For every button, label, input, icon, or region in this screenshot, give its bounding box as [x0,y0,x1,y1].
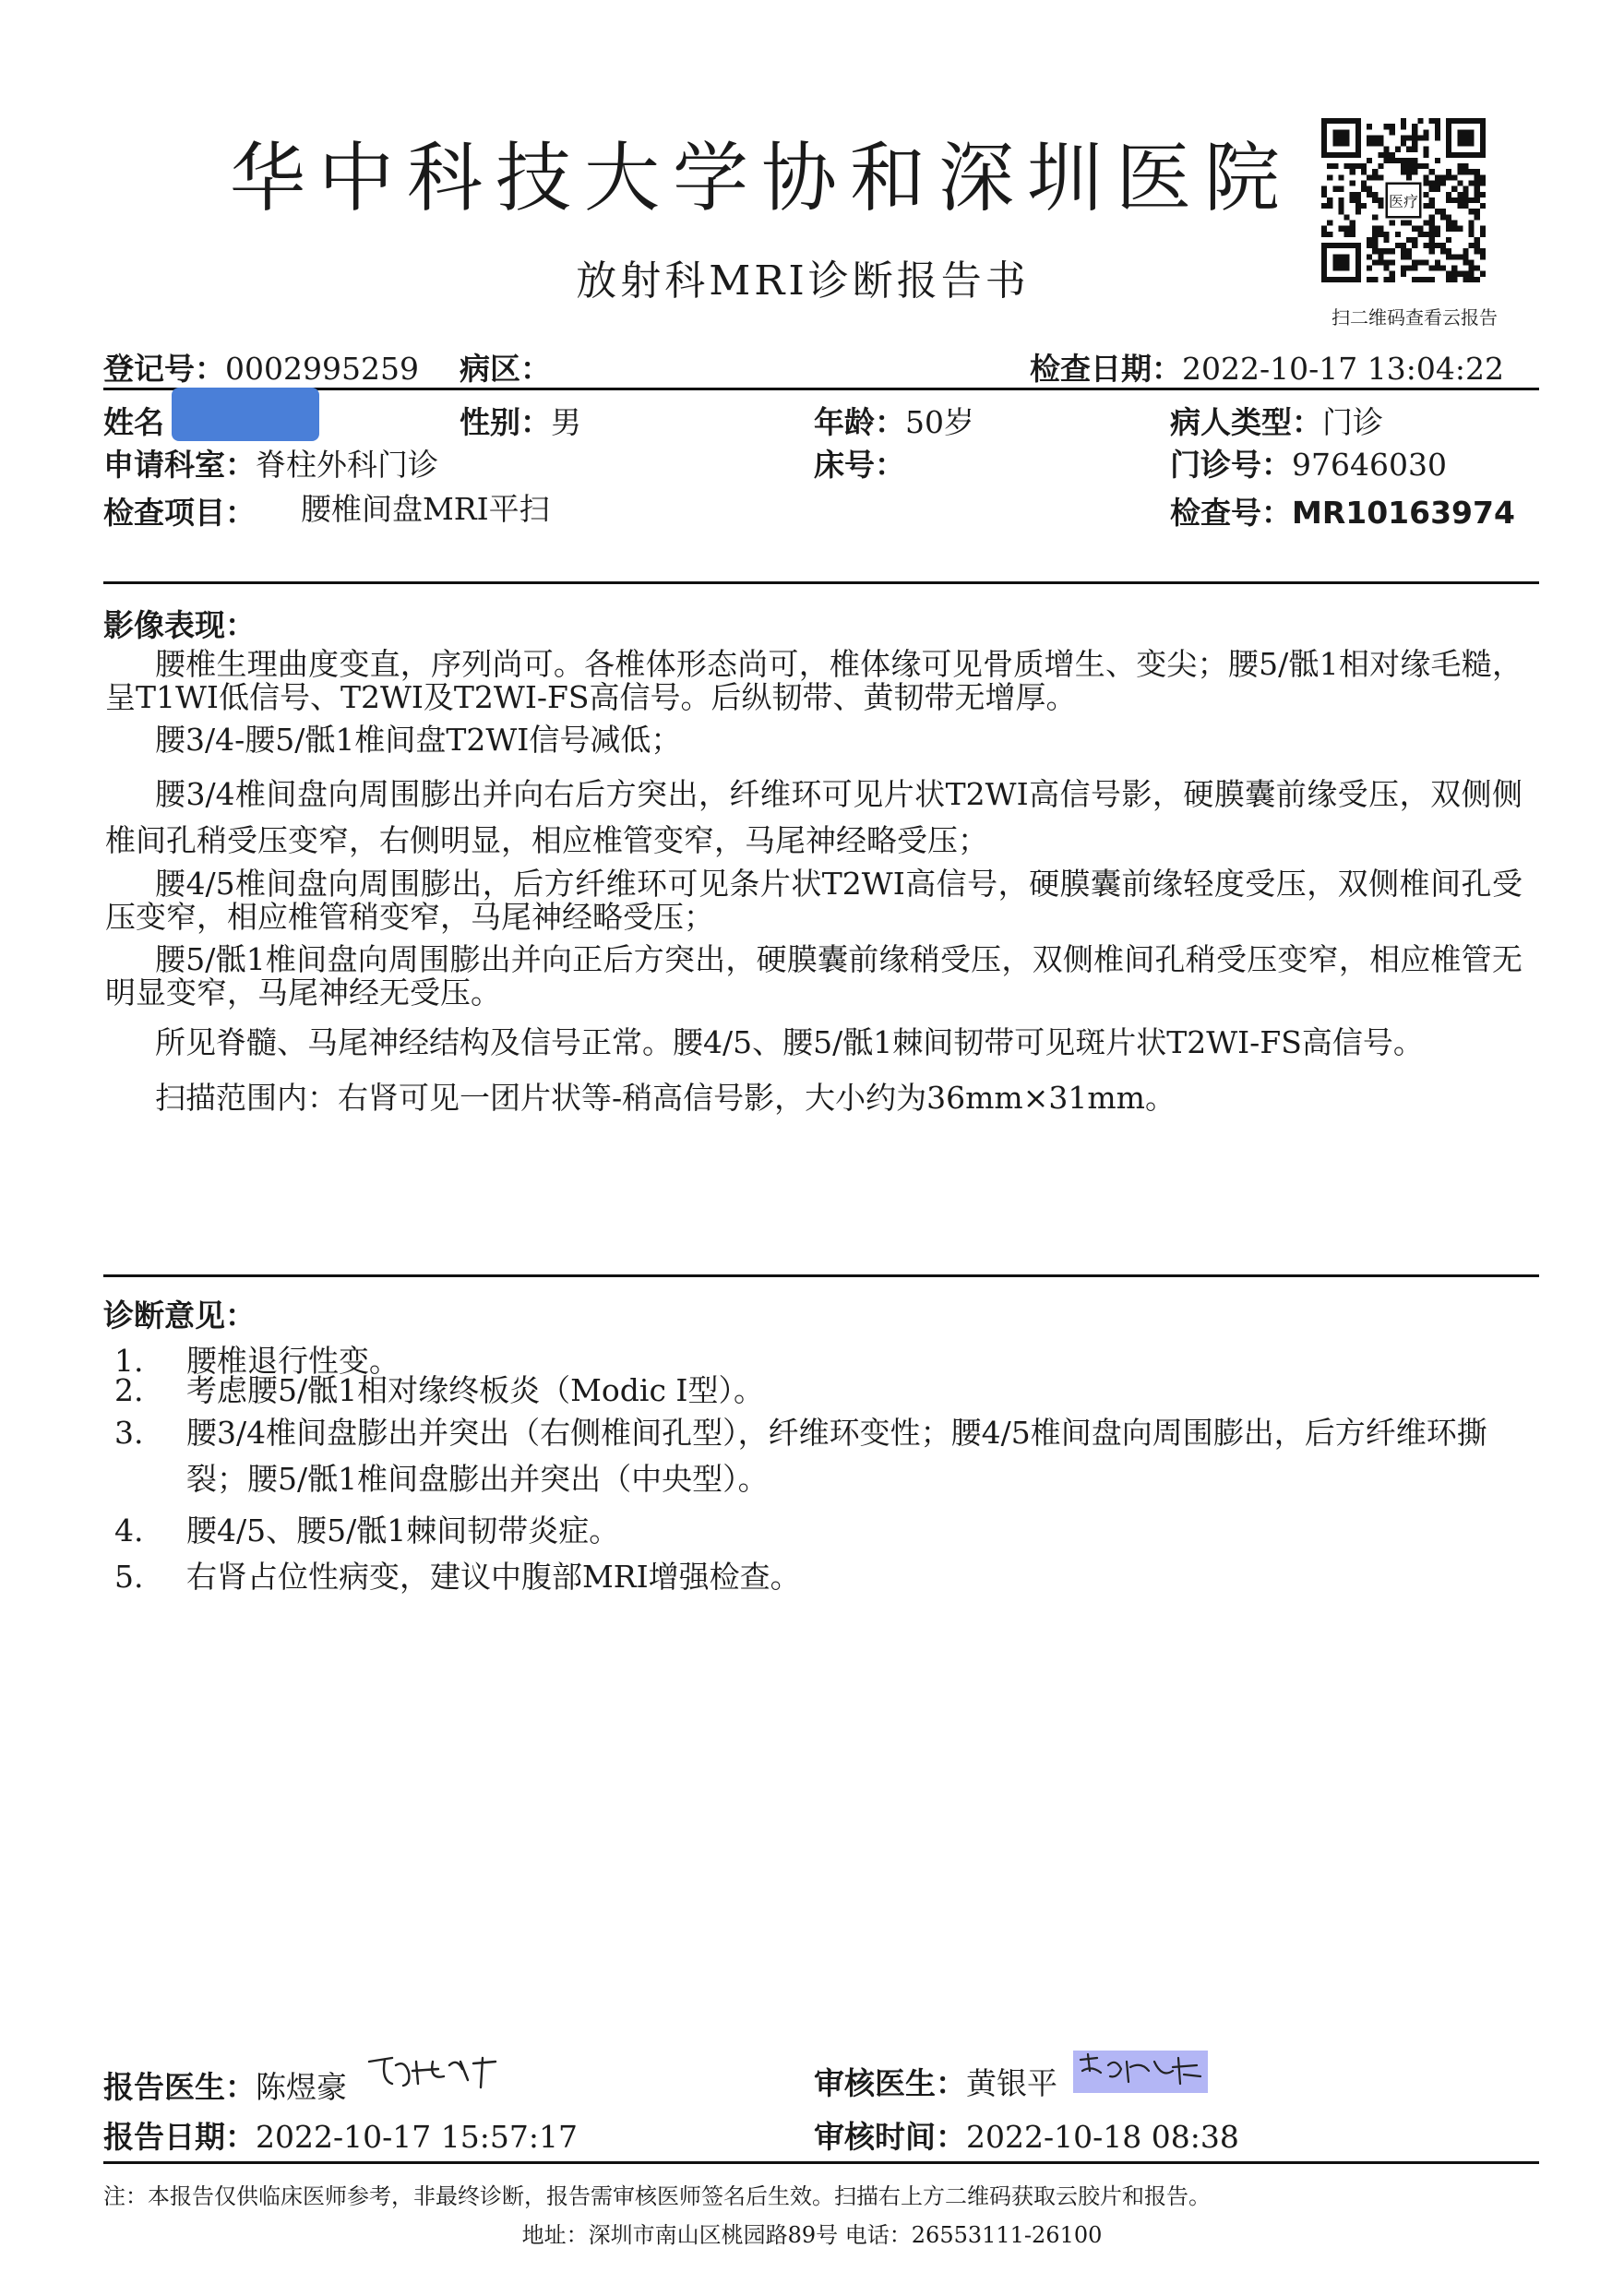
reg-no-value: 0002995259 [225,351,419,387]
findings-paragraph: 腰椎生理曲度变直，序列尚可。各椎体形态尚可，椎体缘可见骨质增生、变尖；腰5/骶1相对缘毛糙，呈T1WI低信号、T2WI及T2WI-FS高信号。后纵韧带、黄韧带无增厚。 [105,646,1523,715]
exam-item-label: 检查项目： [103,495,256,531]
report-doctor-label: 报告医生： [103,2069,256,2105]
bed-label: 床号： [814,447,905,483]
exam-no-field [1170,489,1515,532]
outpatient-no-field [1170,441,1447,484]
diagnosis-title: 诊断意见： [103,1297,256,1333]
exam-date-value: 2022-10-17 13:04:22 [1182,351,1504,387]
findings-title: 影像表现： [103,607,256,643]
bed-field [814,441,905,484]
ward-label: 病区： [460,351,551,387]
footnote: 注：本报告仅供临床医师参考，非最终诊断，报告需审核医师签名后生效。扫描右上方二维码获取云胶片和报告。 [103,2183,1211,2209]
findings-paragraph: 所见脊髓、马尾神经结构及信号正常。腰4/5、腰5/骶1棘间韧带可见斑片状T2WI-FS高信号。 [155,1024,1424,1060]
ward-field [460,345,551,389]
exam-item-value: 腰椎间盘MRI平扫 [301,491,550,527]
outpatient-no-label: 门诊号： [1170,447,1292,483]
report-doctor-field [103,2063,347,2107]
name-redaction [172,388,319,441]
findings-paragraph: 腰3/4-腰5/骶1椎间盘T2WI信号减低； [155,722,682,758]
findings-paragraph: 腰4/5椎间盘向周围膨出，后方纤维环可见条片状T2WI高信号，硬膜囊前缘轻度受压，双侧椎间孔受压变窄，相应椎管稍变窄，马尾神经略受压； [105,866,1522,935]
divider-top [103,388,1539,390]
hospital-name: 华中科技大学协和深圳医院 [229,135,1293,222]
report-date-label: 报告日期： [103,2119,256,2155]
qr-center-text: 医疗 [1389,192,1418,210]
dept-label: 申请科室： [103,447,256,483]
review-doctor-field [814,2060,1057,2103]
diagnosis-number: 2. [114,1372,144,1408]
report-doctor-signature [364,2052,503,2099]
diagnosis-number: 3. [114,1415,144,1451]
patient-type-label: 病人类型： [1170,404,1322,440]
review-doctor-label: 审核医生： [814,2065,966,2101]
exam-date-field [1030,345,1504,389]
qr-code[interactable] [1321,118,1486,282]
qr-caption: 扫二维码查看云报告 [1331,306,1498,329]
patient-type-value: 门诊 [1322,404,1383,440]
diagnosis-text: 右肾占位性病变，建议中腹部MRI增强检查。 [186,1559,801,1595]
review-time-label: 审核时间： [814,2119,966,2155]
address: 地址：深圳市南山区桃园路89号 电话：26553111-26100 [521,2222,1103,2248]
exam-item-field [103,489,256,532]
reg-no-label: 登记号： [103,351,225,387]
diagnosis-text: 考虑腰5/骶1相对缘终板炎（Modic Ⅰ型）。 [186,1372,764,1408]
sex-value: 男 [551,404,581,440]
patient-type-field [1170,399,1383,442]
review-time-value: 2022-10-18 08:38 [966,2119,1239,2155]
diagnosis-text: 腰3/4椎间盘膨出并突出（右侧椎间孔型），纤维环变性；腰4/5椎间盘向周围膨出，后方纤维环撕裂；腰5/骶1椎间盘膨出并突出（中央型）。 [186,1415,1487,1497]
outpatient-no-value: 97646030 [1292,447,1447,483]
review-doctor-value: 黄银平 [966,2065,1057,2101]
age-label: 年龄： [814,404,905,440]
sex-field [460,399,581,442]
findings-paragraph: 腰5/骶1椎间盘向周围膨出并向正后方突出，硬膜囊前缘稍受压，双侧椎间孔稍受压变窄，相应椎管无明显变窄，马尾神经无受压。 [105,941,1522,1010]
report-doctor-value: 陈煜豪 [256,2069,347,2105]
findings-paragraph: 扫描范围内：右肾可见一团片状等-稍高信号影，大小约为36mm×31mm。 [155,1080,1176,1116]
diagnosis-number: 4. [114,1513,144,1549]
divider-diagnosis [103,1274,1539,1277]
diagnosis-number: 5. [114,1559,144,1595]
report-date-field [103,2113,578,2157]
divider-footer [103,2161,1539,2164]
exam-no-label: 检查号： [1170,495,1292,531]
reg-no-field [103,345,419,389]
findings-paragraph: 腰3/4椎间盘向周围膨出并向右后方突出，纤维环可见片状T2WI高信号影，硬膜囊前缘受压，双侧侧椎间孔稍受压变窄，右侧明显，相应椎管变窄，马尾神经略受压； [105,776,1522,858]
age-value: 50岁 [905,404,974,440]
age-field [814,399,974,442]
diagnosis-text: 腰椎退行性变。 [186,1343,400,1379]
diagnosis-text: 腰4/5、腰5/骶1棘间韧带炎症。 [186,1513,620,1549]
sex-label: 性别： [460,404,551,440]
dept-field [103,441,438,484]
divider-findings [103,581,1539,584]
review-time-field [814,2113,1239,2157]
name-label: 姓名 [103,404,164,440]
review-doctor-signature [1073,2051,1208,2093]
report-date-value: 2022-10-17 15:57:17 [256,2119,578,2155]
dept-value: 脊柱外科门诊 [256,447,438,483]
exam-no-value: MR10163974 [1292,495,1515,531]
report-title: 放射科MRI诊断报告书 [576,257,1030,305]
exam-date-label: 检查日期： [1030,351,1182,387]
diagnosis-number: 1. [114,1343,144,1379]
name-field [103,399,164,442]
